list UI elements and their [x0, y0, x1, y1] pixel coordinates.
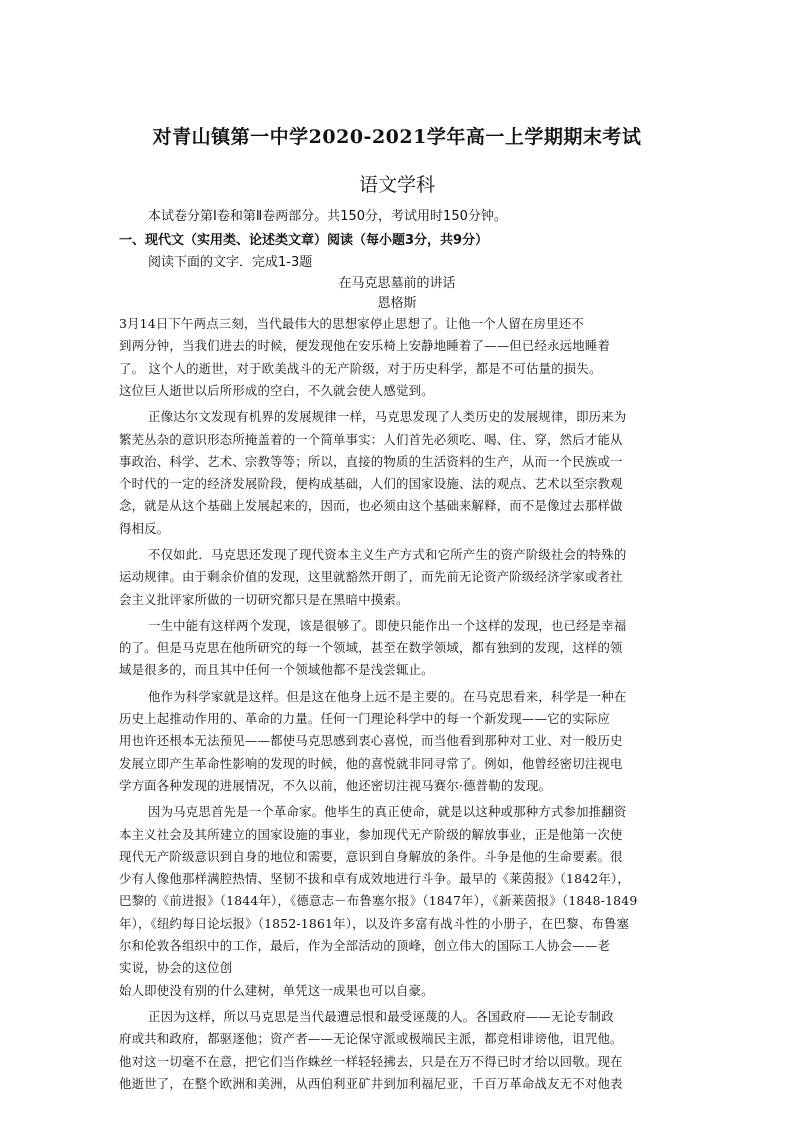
article-line: 的了。但是马克思在他所研究的每一个领域，甚至在数学领域，都有独到的发现，这样的领 [119, 640, 623, 655]
article-line: 现代无产阶级意识到自身的地位和需要，意识到自身解放的条件。斗争是他的生命要素。很 [119, 849, 623, 864]
article-line: 实说，协会的这位创 [119, 960, 233, 975]
article-line: 运动规律。由于剩余价值的发现，这里就豁然开朗了，而先前无论资产阶级经济学家或者社 [119, 569, 623, 584]
exam-intro: 本试卷分第Ⅰ卷和第Ⅱ卷两部分。共150分，考试用时150分钟。 [148, 209, 507, 224]
article-line: 3月14日下午两点三刻，当代最伟大的思想家停止思想了。让他一个人留在房里还不 [119, 316, 584, 331]
article-line: 得相反。 [119, 521, 170, 536]
article-line: 尔和伦敦各组织中的工作，最后，作为全部活动的顶峰，创立伟大的国际工人协会——老 [119, 938, 611, 953]
article-line: 历史上起推动作用的、革命的力量。任何一门理论科学中的每一个新发现——它的实际应 [119, 711, 611, 726]
article-line: 因为马克思首先是一个革命家。他毕生的真正使命，就是以这种或那种方式参加推翻资 [148, 804, 627, 819]
article-line: 这位巨人逝世以后所形成的空白，不久就会使人感觉到。 [119, 383, 434, 398]
article-line: 正像达尔文发现有机界的发展规律一样，马克思发现了人类历史的发展规律，即历来为 [148, 409, 627, 424]
article-line: 念，就是从这个基础上发展起来的，因而，也必须由这个基础来解释，而不是像过去那样做 [119, 498, 623, 513]
article-line: 域是很多的，而且其中任何一个领域他都不是浅尝辄止。 [119, 662, 434, 677]
subject-title: 语文学科 [358, 174, 435, 196]
exam-title: 对青山镇第一中学2020-2021学年高一上学期期末考试 [152, 126, 642, 148]
article-line: 他对这一切毫不在意，把它们当作蛛丝一样轻轻拂去，只是在万不得已时才给以回敬。现在 [119, 1054, 623, 1069]
article-line: 到两分钟，当我们进去的时候，便发现他在安乐椅上安静地睡着了——但已经永远地睡着 [119, 338, 611, 353]
article-line: 本主义社会及其所建立的国家设施的事业，参加现代无产阶级的解放事业，正是他第一次使 [119, 827, 623, 842]
article-line: 他作为科学家就是这样。但是这在他身上远不是主要的。在马克思看来，科学是一种在 [148, 689, 627, 704]
article-line: 始人即使没有别的什么建树，单凭这一成果也可以自豪。 [119, 983, 434, 998]
article-line: 了。 这个人的逝世，对于欧美战斗的无产阶级，对于历史科学，都是不可估量的损失。 [119, 361, 602, 376]
article-line: 用也许还根本无法预见——都使马克思感到衷心喜悦，而当他看到那种对工业、对一般历史 [119, 733, 623, 748]
article-line: 学方面各种发现的进展情况，不久以前，他还密切注视马赛尔·德普勒的发现。 [119, 778, 552, 793]
article-line: 年），《纽约每日论坛报》（1852-1861年），以及许多富有战斗性的小册子，在巴黎、布鲁塞 [119, 916, 630, 931]
article-line: 事政治、科学、艺术、宗教等等；所以，直接的物质的生活资料的生产，从而一个民族或一 [119, 454, 623, 469]
article-line: 繁芜丛杂的意识形态所掩盖着的一个简单事实：人们首先必须吃、喝、住、穿，然后才能从 [119, 432, 623, 447]
article-line: 巴黎的《前进报》（1844年），《德意志－布鲁塞尔报》（1847年），《新莱茵报》（1848-1849 [119, 893, 638, 908]
section-instruction: 阅读下面的文字．完成1-3题 [148, 255, 313, 270]
article-line: 府或共和政府，都驱逐他；资产者——无论保守派或极端民主派，都竞相诽谤他，诅咒他。 [119, 1031, 623, 1046]
article-line: 个时代的一定的经济发展阶段，便构成基础，人们的国家设施、法的观点、艺术以至宗教观 [119, 476, 623, 491]
article-line: 发展立即产生革命性影响的发现的时候，他的喜悦就非同寻常了。例如，他曾经密切注视电 [119, 756, 623, 771]
article-line: 不仅如此．马克思还发现了现代资本主义生产方式和它所产生的资产阶级社会的特殊的 [148, 547, 627, 562]
article-title: 在马克思墓前的讲话 [338, 276, 456, 291]
section-heading: 一、现代文（实用类、论述类文章）阅读（每小题3分，共9分） [119, 233, 489, 248]
article-line: 少有人像他那样满腔热情、坚韧不拔和卓有成效地进行斗争。最早的《莱茵报》（1842年）， [119, 871, 630, 886]
article-line: 正因为这样，所以马克思是当代最遭忌恨和最受诬蔑的人。各国政府——无论专制政 [148, 1009, 614, 1024]
article-line: 一生中能有这样两个发现，该是很够了。即使只能作出一个这样的发现，也已经是幸福 [148, 618, 627, 633]
article-line: 会主义批评家所做的一切研究都只是在黑暗中摸索。 [119, 592, 409, 607]
article-line: 他逝世了，在整个欧洲和美洲，从西伯利亚矿井到加利福尼亚，千百万革命战友无不对他表 [119, 1076, 623, 1091]
article-author: 恩格斯 [377, 296, 417, 311]
